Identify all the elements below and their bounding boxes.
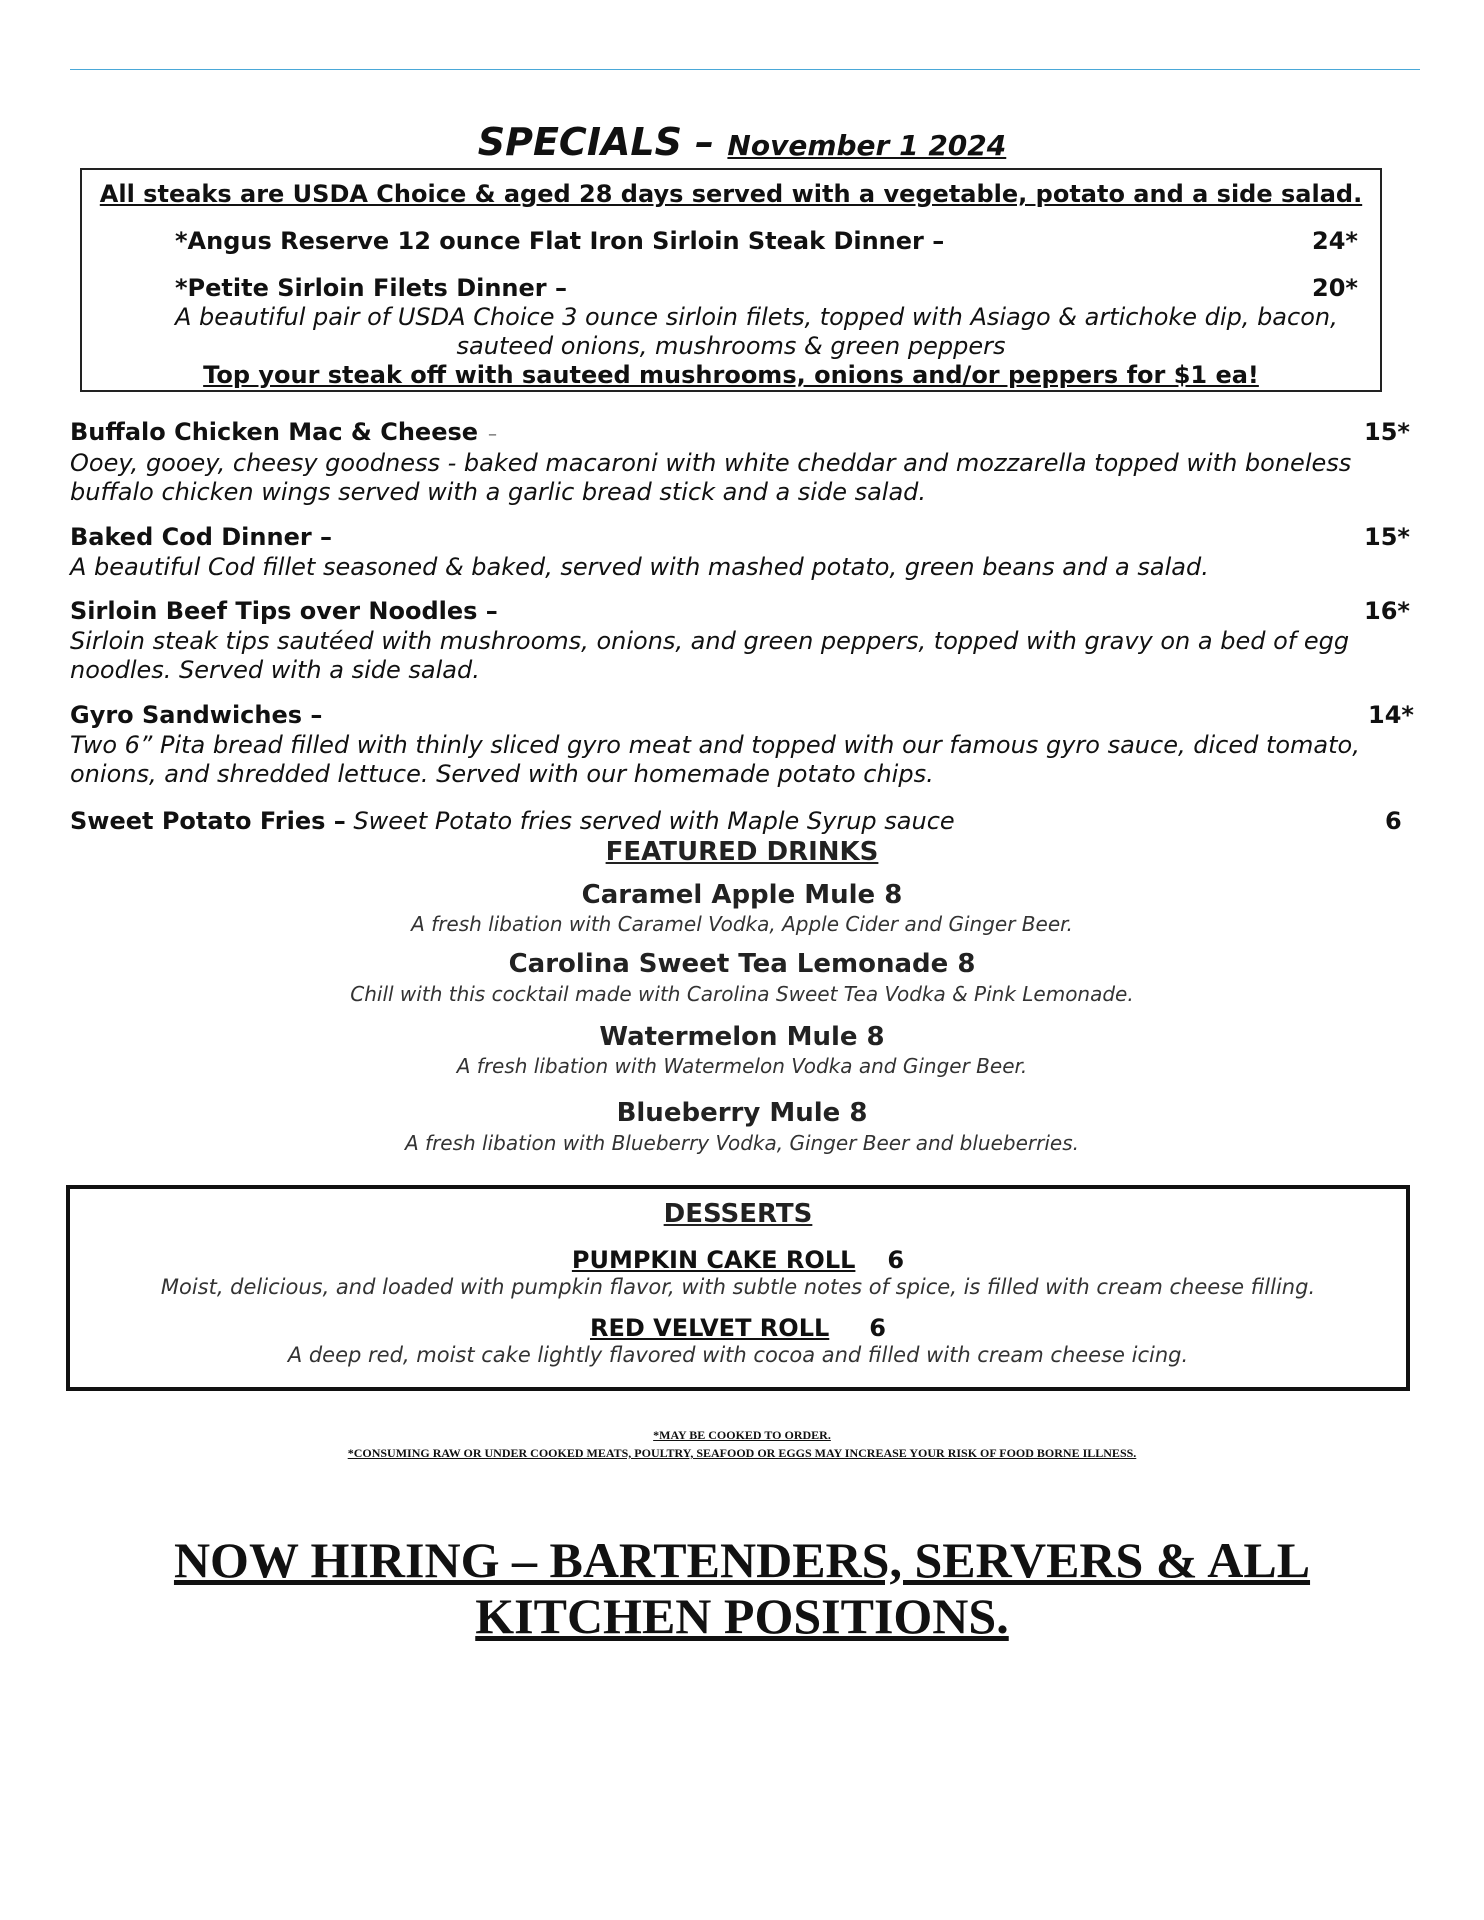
disclaimer-line: *CONSUMING RAW OR UNDER COOKED MEATS, POULTRY, SEAFOOD OR EGGS MAY INCREASE YOUR RISK OF FOOD BORNE ILLNESS. [347,1446,1137,1460]
drink-name: Caramel Apple Mule 8 [581,880,903,910]
special-item-price: 16* [1364,597,1410,625]
steak-item-desc: A beautiful pair of USDA Choice 3 ounce sirloin filets, topped with Asiago & artichoke dip, bacon, [175,303,1338,331]
title-main: SPECIALS – [477,120,728,164]
drinks-heading: FEATURED DRINKS [605,837,879,867]
special-item-desc: Two 6” Pita bread filled with thinly sliced gyro meat and topped with our famous gyro sauce, diced tomato, [70,731,1360,759]
topping-note: Top your steak off with sauteed mushrooms, onions and/or peppers for $1 ea! [203,361,1259,389]
special-item-desc: Sirloin steak tips sautéed with mushrooms, onions, and green peppers, topped with gravy on a bed of egg [70,627,1350,655]
dessert-name: PUMPKIN CAKE ROLL 6 [571,1246,905,1274]
desserts-heading: DESSERTS [663,1199,813,1229]
special-item-name: Gyro Sandwiches – [70,701,323,729]
special-item-desc: Sweet Potato fries served with Maple Syrup sauce [345,807,955,835]
special-item-price: 14* [1368,701,1414,729]
special-item-price: 15* [1364,418,1410,446]
steak-item-desc: sauteed onions, mushrooms & green peppers [456,332,1006,360]
top-divider [70,69,1420,70]
dessert-price: 6 [869,1314,886,1342]
dessert-desc: Moist, delicious, and loaded with pumpkin flavor, with subtle notes of spice, is filled with cream cheese filling. [160,1275,1316,1299]
desserts-box [66,1185,1410,1391]
steak-header: All steaks are USDA Choice & aged 28 days served with a vegetable, potato and a side salad. [99,180,1363,208]
disclaimer-line: *MAY BE COOKED TO ORDER. [653,1428,831,1442]
drink-desc: A fresh libation with Blueberry Vodka, Ginger Beer and blueberries. [405,1131,1079,1155]
special-item-name: Sirloin Beef Tips over Noodles – [70,597,498,625]
dessert-price: 6 [887,1246,905,1274]
special-item-desc: noodles. Served with a side salad. [70,656,480,684]
special-item-price: 6 [1385,807,1402,835]
special-item-price: 15* [1364,523,1410,551]
dessert-name: RED VELVET ROLL 6 [590,1314,886,1342]
steak-item-name: *Angus Reserve 12 ounce Flat Iron Sirloin Steak Dinner – [175,227,945,255]
page-title [0,120,1484,164]
special-item-desc: Ooey, gooey, cheesy goodness - baked macaroni with white cheddar and mozzarella topped with boneless [70,449,1352,477]
hiring-line: NOW HIRING – BARTENDERS, SERVERS & ALL [173,1532,1311,1588]
steak-specials-box [80,168,1382,392]
drink-desc: Chill with this cocktail made with Carolina Sweet Tea Vodka & Pink Lemonade. [350,982,1134,1006]
steak-item-price: 20* [1312,274,1358,302]
special-item-dash: – [488,424,498,445]
title-date: November 1 2024 [727,129,1007,162]
drink-desc: A fresh libation with Watermelon Vodka and Ginger Beer. [456,1054,1028,1078]
special-item-desc: A beautiful Cod fillet seasoned & baked, served with mashed potato, green beans and a salad. [70,553,1209,581]
special-item-name: Baked Cod Dinner – [70,523,333,551]
special-item-desc: buffalo chicken wings served with a garlic bread stick and a side salad. [70,478,927,506]
special-item-name: Buffalo Chicken Mac & Cheese – [70,418,498,446]
steak-item-price: 24* [1312,227,1358,255]
drink-desc: A fresh libation with Caramel Vodka, Apple Cider and Ginger Beer. [411,912,1073,936]
steak-item-name: *Petite Sirloin Filets Dinner – [175,274,567,302]
drink-name: Carolina Sweet Tea Lemonade 8 [508,949,976,979]
special-item-name: Sweet Potato Fries – [70,807,346,835]
hiring-line: KITCHEN POSITIONS. [475,1588,1009,1644]
drink-name: Blueberry Mule 8 [616,1098,868,1128]
dessert-desc: A deep red, moist cake lightly flavored with cocoa and filled with cream cheese icing. [287,1343,1189,1367]
special-item [70,807,955,835]
drink-name: Watermelon Mule 8 [599,1022,885,1052]
special-item-desc: onions, and shredded lettuce. Served with our homemade potato chips. [70,760,934,788]
